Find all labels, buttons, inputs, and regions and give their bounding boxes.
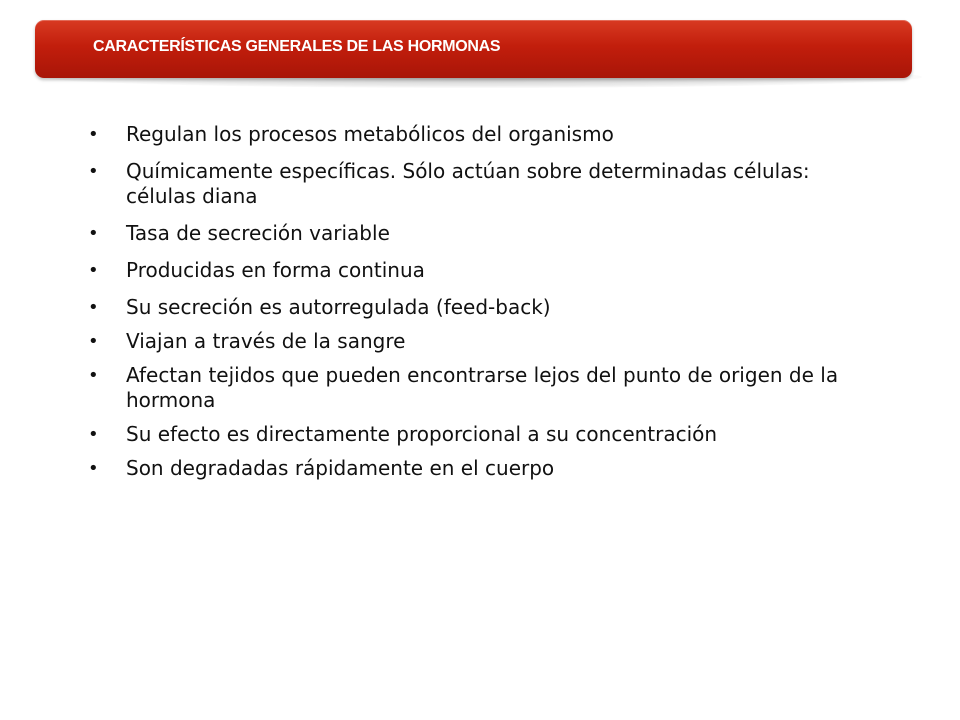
bullet-icon: • (88, 124, 99, 145)
list-item-text: Regulan los procesos metabólicos del organismo (126, 122, 614, 146)
list-item-text: Su secreción es autorregulada (feed-back) (126, 295, 551, 319)
list-item (88, 329, 848, 354)
bullet-list (88, 122, 848, 490)
list-item-text: Tasa de secreción variable (126, 221, 390, 245)
bullet-icon: • (88, 223, 99, 244)
bullet-icon: • (88, 161, 99, 182)
bullet-icon: • (88, 331, 99, 352)
list-item (88, 363, 848, 413)
list-item (88, 456, 848, 481)
list-item (88, 295, 848, 320)
list-item-text: Químicamente específicas. Sólo actúan sobre determinadas células: células diana (126, 159, 810, 208)
list-item-text: Viajan a través de la sangre (126, 329, 406, 353)
list-item (88, 422, 848, 447)
list-item-text: Producidas en forma continua (126, 258, 425, 282)
list-item (88, 221, 848, 246)
list-item-text: Afectan tejidos que pueden encontrarse lejos del punto de origen de la hormona (126, 363, 839, 412)
bullet-icon: • (88, 365, 99, 386)
bullet-icon: • (88, 424, 99, 445)
list-item (88, 122, 848, 147)
list-item (88, 258, 848, 283)
list-item-text: Su efecto es directamente proporcional a su concentración (126, 422, 718, 446)
list-item (88, 159, 848, 209)
list-item-text: Son degradadas rápidamente en el cuerpo (126, 456, 555, 480)
bullet-icon: • (88, 458, 99, 479)
slide-title: CARACTERÍSTICAS GENERALES DE LAS HORMONAS (93, 38, 501, 55)
bullet-icon: • (88, 297, 99, 318)
bullet-icon: • (88, 260, 99, 281)
title-bar (35, 20, 912, 78)
